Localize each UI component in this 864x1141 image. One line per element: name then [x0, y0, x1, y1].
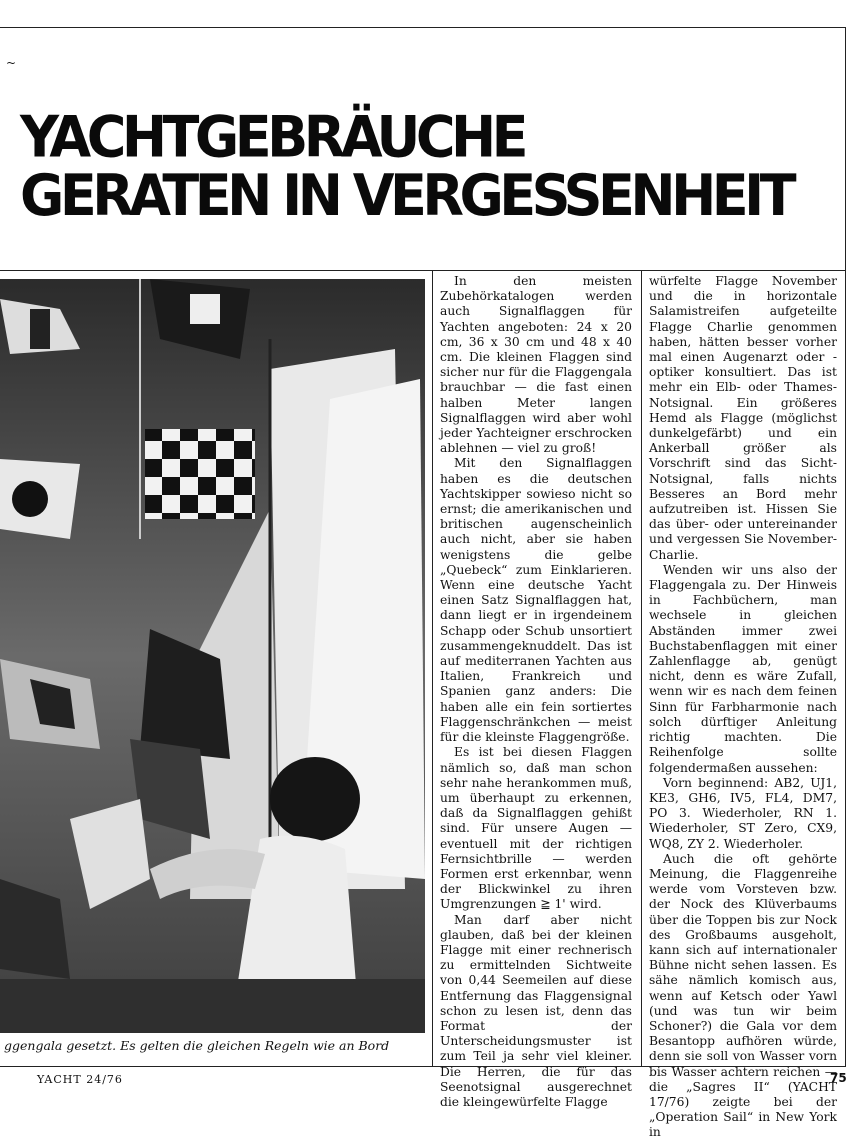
headline-line-1: YACHTGEBRÄUCHE: [20, 103, 525, 170]
paragraph: Vorn beginnend: AB2, UJ1, KE3, GH6, IV5, FL4, DM7, PO 3. Wiederholer, RN 1. Wiederholer, ST Zero, CX9, WQ8, ZY 2. Wiederholer.: [649, 775, 837, 851]
headline-line-2: GERATEN IN VERGESSENHEIT: [20, 162, 793, 229]
column-rule-right: [641, 270, 642, 1066]
photo-caption: ggengala gesetzt. Es gelten die gleichen Regeln wie an Bord: [4, 1038, 390, 1053]
paragraph: In den meisten Zubehörkatalogen werden auch Signalflaggen für Yachten angeboten: 24 x 20 cm, 36 x 30 cm und 48 x 40 cm. Die kleinen Flaggen sind sicher nur für die Flaggengala brauchbar — die fast einen halben Meter langen Signalflaggen wird aber wohl jeder Yachteigner erschrocken ablehnen — viel zu groß!: [440, 274, 632, 456]
page-number: 75: [830, 1071, 847, 1085]
paragraph: Es ist bei diesen Flaggen nämlich so, daß man schon sehr nahe herankommen muß, um überhaupt zu erkennen, daß da Signalflaggen gehißt sind. Für unsere Augen — eventuell mit der richtigen Fernsichtbrille — werden Formen erst erkennbar, wenn der Blickwinkel zu ihren Umgrenzungen ≧ 1' wird.: [440, 745, 632, 912]
article-column-2: [649, 274, 837, 1141]
flag-gala-photo: [0, 279, 425, 1033]
photo-illustration: [0, 279, 425, 1033]
headline-rule: [0, 270, 845, 271]
paragraph: würfelte Flagge November und die in horizontale Salamistreifen aufgeteilte Flagge Charlie genommen haben, hätten besser vorher mal einen Augenarzt oder -optiker konsultiert. Das ist mehr ein Elb- oder Thames-Notsignal. Ein größeres Hemd als Flagge (möglichst dunkelgefärbt) und ein Ankerball größer als Vorschrift sind das Sicht-Notsignal, falls nichts Besseres an Bord mehr aufzutreiben ist. Hissen Sie das über- oder untereinander und vergessen Sie November-Charlie.: [649, 274, 837, 562]
article-column-1: [440, 274, 632, 1110]
article-headline: [20, 103, 850, 229]
magazine-issue: YACHT 24/76: [37, 1073, 123, 1086]
top-rule: [0, 27, 845, 28]
paragraph: Auch die oft gehörte Meinung, die Flaggenreihe werde vom Vorsteven bzw. der Nock des Klüverbaums über die Toppen bis zur Nock des Großbaums ausgeholt, kann sich auf internationaler Bühne nicht sehen lassen. Es sähe nämlich komisch aus, wenn auf Ketsch oder Yawl (und was tun wir beim Schoner?) die Gala vor dem Besantopp aufhören würde, denn sie soll von Wasser vorn bis Wasser achtern reichen — die „Sagres II“ (YACHT 17/76) zeigte bei der „Operation Sail“ in New York in: [649, 851, 837, 1140]
paragraph: Mit den Signalflaggen haben es die deutschen Yachtskipper sowieso nicht so ernst; die amerikanischen und britischen augenscheinlich auch nicht, aber sie haben wenigstens die gelbe „Quebeck“ zum Einklarieren. Wenn eine deutsche Yacht einen Satz Signalflaggen hat, dann liegt er in irgendeinem Schapp oder Schub unsortiert zusammengeknuddelt. Das ist auf mediterranen Yachten aus Italien, Frankreich und Spanien ganz anders: Die haben alle ein fein sortiertes Flaggenschränkchen — meist für die kleinste Flaggengröße.: [440, 456, 632, 745]
paragraph: Man darf aber nicht glauben, daß bei der kleinen Flagge mit einer rechnerisch zu ermittelnden Sichtweite von 0,44 Seemeilen auf diese Entfernung das Flaggensignal schon zu lesen ist, denn das Format der Unterscheidungsmuster ist zum Teil ja sehr viel kleiner. Die Herren, die für das Seenotsignal ausgerechnet die kleingewürfelte Flagge: [440, 912, 632, 1109]
column-rule-left: [432, 270, 433, 1066]
paragraph: Wenden wir uns also der Flaggengala zu. Der Hinweis in Fachbüchern, man wechsele in gleichen Abständen immer zwei Buchstabenflaggen mit einer Zahlenflagge ab, genügt nicht, denn es wäre Zufall, wenn wir es nach dem feinen Sinn für Farbharmonie nach solch dürftiger Anleitung richtig machten. Die Reihenfolge sollte folgendermaßen aussehen:: [649, 562, 837, 775]
print-mark: ~: [6, 56, 17, 70]
